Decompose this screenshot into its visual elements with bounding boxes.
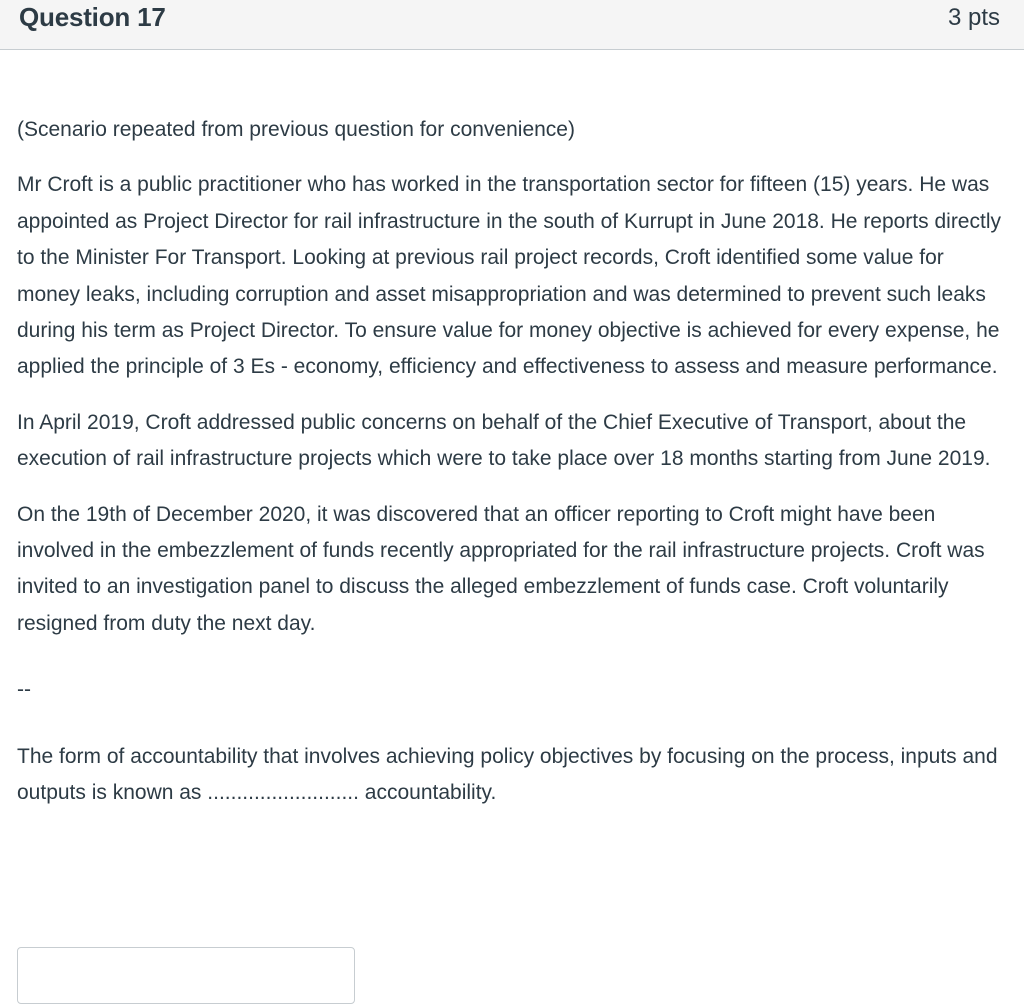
question-title: Question 17 — [19, 2, 166, 32]
scenario-paragraph: Mr Croft is a public practitioner who has worked in the transportation sector for fifteen (15) years. He was appointed as Project Director for rail infrastructure in the south of Kurrupt in June 2018. He reports directly to the Minister For Transport. Looking at previous rail project records, Croft identified some value for money leaks, including corruption and asset misappropriation and was determined to prevent such leaks during his term as Project Director. To ensure value for money objective is achieved for every expense, he applied the principle of 3 Es - economy, efficiency and effectiveness to assess and measure performance. — [17, 173, 1001, 379]
question-points: 3 pts — [947, 4, 1000, 31]
scenario-paragraph: In April 2019, Croft addressed public concerns on behalf of the Chief Executive of Transport, about the execution of rail infrastructure projects which were to take place over 18 months starting from June 2019. — [17, 410, 991, 471]
scenario-intro: (Scenario repeated from previous question for convenience) — [17, 118, 575, 141]
question-body — [17, 112, 1007, 831]
question-header — [0, 0, 1024, 50]
scenario-paragraph: On the 19th of December 2020, it was discovered that an officer reporting to Croft might have been involved in the embezzlement of funds recently appropriated for the rail infrastructure projects. Croft was invited to an investigation panel to discuss the alleged embezzlement of funds case. Croft voluntarily resigned from duty the next day. — [17, 502, 985, 635]
question-prompt: The form of accountability that involves achieving policy objectives by focusing on the process, inputs and outputs is known as .......................... accountability. — [17, 744, 998, 805]
separator: -- — [17, 678, 31, 702]
answer-input[interactable] — [17, 947, 355, 1004]
